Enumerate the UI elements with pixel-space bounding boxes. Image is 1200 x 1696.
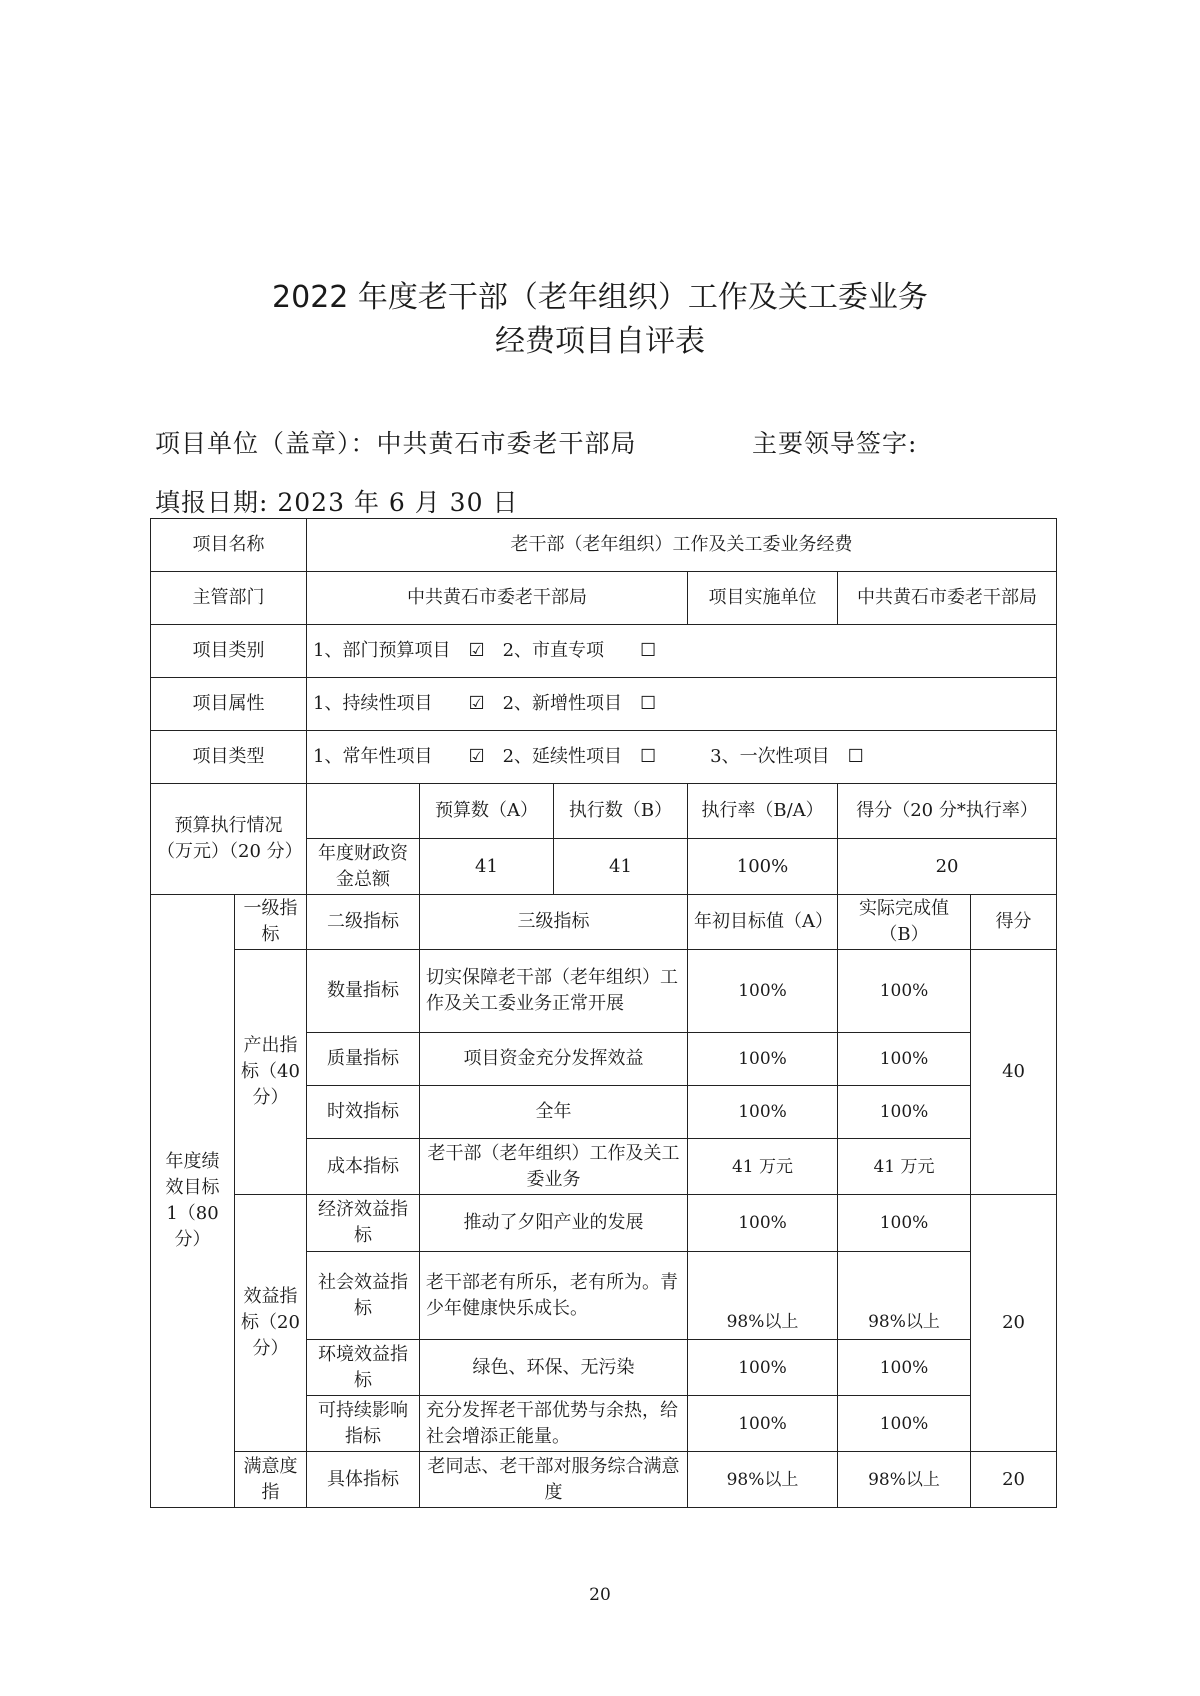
indicator-actual: 98%以上	[838, 1452, 971, 1508]
budget-rate-value: 100%	[688, 839, 838, 895]
indicator-level2: 数量指标	[307, 950, 420, 1033]
dept-label: 主管部门	[151, 572, 307, 625]
benefit-score: 20	[971, 1195, 1057, 1452]
budget-score-value: 20	[838, 839, 1057, 895]
budget-b-value: 41	[554, 839, 688, 895]
fill-date-line: 填报日期: 2023 年 6 月 30 日	[155, 488, 519, 517]
indicator-actual: 100%	[838, 1396, 971, 1452]
budget-header-a: 预算数（A）	[420, 784, 554, 839]
output-indicator-label: 产出指标（40 分）	[235, 950, 307, 1195]
indicator-actual: 100%	[838, 1195, 971, 1252]
page-number: 20	[589, 1585, 611, 1605]
header-score: 得分	[971, 895, 1057, 950]
indicator-actual: 41 万元	[838, 1139, 971, 1195]
indicator-level2: 质量指标	[307, 1033, 420, 1086]
output-score: 40	[971, 950, 1057, 1195]
document-title-line2: 经费项目自评表	[495, 324, 705, 359]
budget-header-empty	[307, 784, 420, 839]
attribute-options: 1、持续性项目 ☑ 2、新增性项目 ☐	[307, 678, 1057, 731]
header-level2: 二级指标	[307, 895, 420, 950]
indicator-actual: 100%	[838, 1086, 971, 1139]
indicator-level3: 充分发挥老干部优势与余热，给社会增添正能量。	[420, 1396, 688, 1452]
document-title-line1: 2022 年度老干部（老年组织）工作及关工委业务	[272, 280, 928, 315]
project-name-label: 项目名称	[151, 519, 307, 572]
project-name-value: 老干部（老年组织）工作及关工委业务经费	[307, 519, 1057, 572]
indicator-level2: 具体指标	[307, 1452, 420, 1508]
indicator-level3: 推动了夕阳产业的发展	[420, 1195, 688, 1252]
impl-unit-label: 项目实施单位	[688, 572, 838, 625]
type-options: 1、常年性项目 ☑ 2、延续性项目 ☐ 3、一次性项目 ☐	[307, 731, 1057, 784]
budget-a-value: 41	[420, 839, 554, 895]
budget-header-b: 执行数（B）	[554, 784, 688, 839]
indicator-level3: 全年	[420, 1086, 688, 1139]
indicator-level2: 环境效益指标	[307, 1340, 420, 1396]
indicator-level3: 老干部（老年组织）工作及关工委业务	[420, 1139, 688, 1195]
indicator-level2: 社会效益指标	[307, 1252, 420, 1340]
budget-header-score: 得分（20 分*执行率）	[838, 784, 1057, 839]
indicator-level3: 切实保障老干部（老年组织）工作及关工委业务正常开展	[420, 950, 688, 1033]
impl-unit-value: 中共黄石市委老干部局	[838, 572, 1057, 625]
project-unit-line: 项目单位（盖章）：中共黄石市委老干部局	[155, 429, 637, 458]
dept-value: 中共黄石市委老干部局	[307, 572, 688, 625]
indicator-target: 100%	[688, 950, 838, 1033]
budget-header-rate: 执行率（B/A）	[688, 784, 838, 839]
indicator-actual: 100%	[838, 950, 971, 1033]
indicator-target: 100%	[688, 1340, 838, 1396]
indicator-level3: 老同志、老干部对服务综合满意度	[420, 1452, 688, 1508]
satisfaction-indicator-label: 满意度指	[235, 1452, 307, 1508]
category-label: 项目类别	[151, 625, 307, 678]
header-actual: 实际完成值（B）	[838, 895, 971, 950]
indicator-level2: 经济效益指标	[307, 1195, 420, 1252]
budget-row-label: 年度财政资金总额	[307, 839, 420, 895]
indicator-actual: 100%	[838, 1340, 971, 1396]
indicator-target: 100%	[688, 1033, 838, 1086]
indicator-target: 98%以上	[688, 1252, 838, 1340]
indicator-level3: 项目资金充分发挥效益	[420, 1033, 688, 1086]
indicator-level2: 可持续影响指标	[307, 1396, 420, 1452]
type-label: 项目类型	[151, 731, 307, 784]
indicator-target: 100%	[688, 1086, 838, 1139]
signature-label: 主要领导签字:	[752, 429, 918, 458]
indicator-target: 41 万元	[688, 1139, 838, 1195]
header-target: 年初目标值（A）	[688, 895, 838, 950]
header-level3: 三级指标	[420, 895, 688, 950]
indicator-target: 98%以上	[688, 1452, 838, 1508]
indicator-target: 100%	[688, 1396, 838, 1452]
attribute-label: 项目属性	[151, 678, 307, 731]
benefit-indicator-label: 效益指标（20 分）	[235, 1195, 307, 1452]
indicator-level3: 老干部老有所乐，老有所为。青少年健康快乐成长。	[420, 1252, 688, 1340]
indicator-target: 100%	[688, 1195, 838, 1252]
category-options: 1、部门预算项目 ☑ 2、市直专项 ☐	[307, 625, 1057, 678]
perf-goal-label: 年度绩效目标 1（80 分）	[151, 895, 235, 1508]
indicator-level2: 时效指标	[307, 1086, 420, 1139]
indicator-level2: 成本指标	[307, 1139, 420, 1195]
indicator-actual: 98%以上	[838, 1252, 971, 1340]
budget-label: 预算执行情况（万元）（20 分）	[151, 784, 307, 895]
self-evaluation-table	[150, 518, 1057, 1508]
satisfaction-score: 20	[971, 1452, 1057, 1508]
indicator-actual: 100%	[838, 1033, 971, 1086]
header-level1: 一级指标	[235, 895, 307, 950]
indicator-level3: 绿色、环保、无污染	[420, 1340, 688, 1396]
